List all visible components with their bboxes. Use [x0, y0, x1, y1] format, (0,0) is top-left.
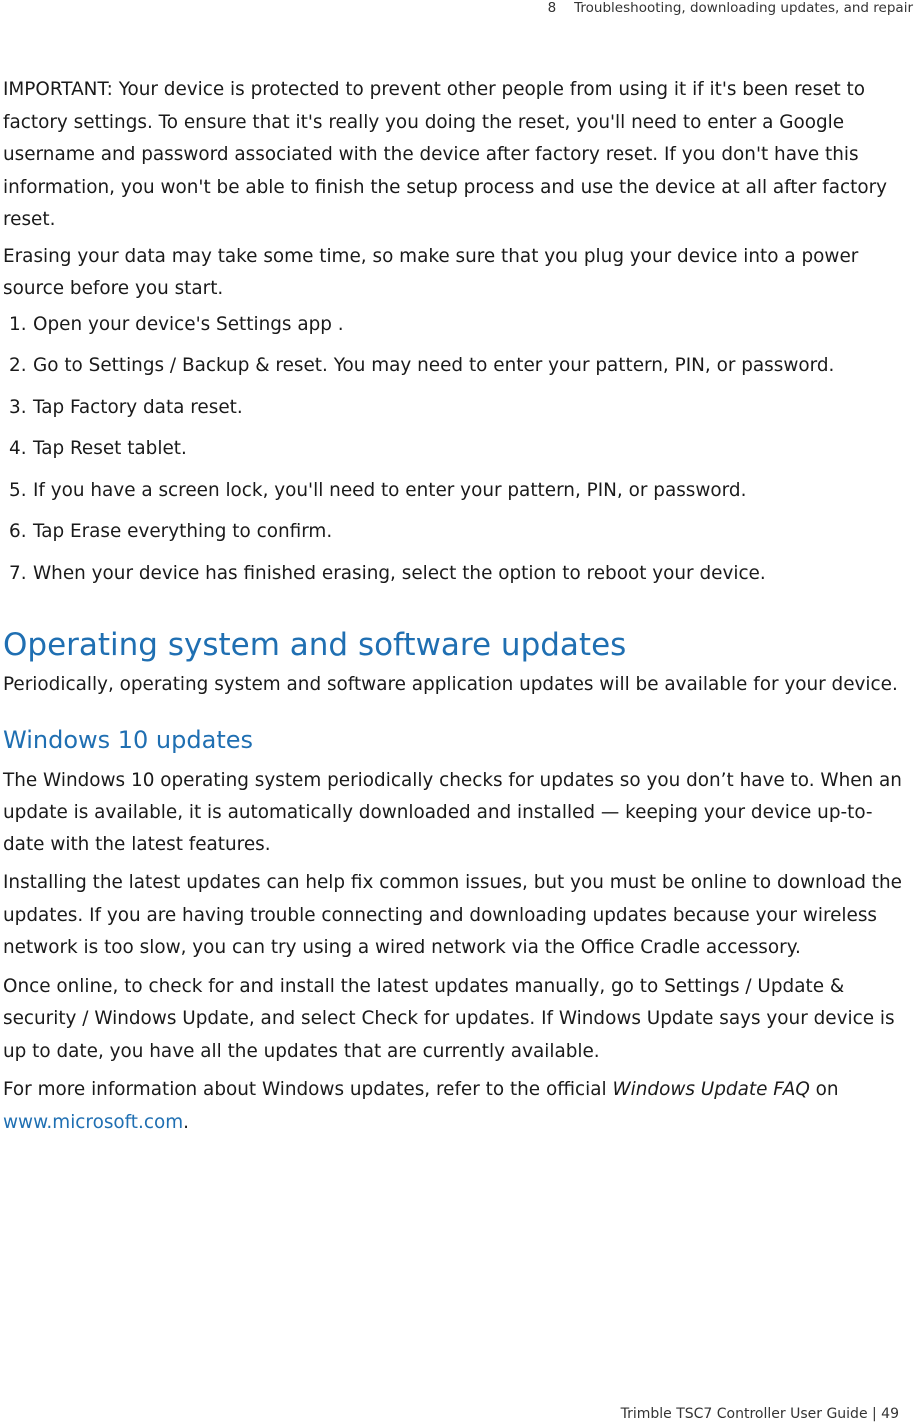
step-number: 1.	[9, 313, 27, 335]
step-number: 6.	[9, 521, 27, 542]
section-heading: Operating system and software updates	[3, 626, 627, 663]
erase-note: Erasing your data may take some time, so make sure that you plug your device into a power source before you start.	[3, 245, 859, 299]
chapter-title: Troubleshooting, downloading updates, and repair	[574, 0, 913, 16]
step-text: Tap Factory data reset.	[33, 396, 243, 418]
chapter-number: 8	[547, 0, 557, 16]
step-text: Open your device's Settings app .	[33, 313, 344, 335]
list-item	[3, 476, 903, 506]
list-item	[3, 351, 903, 381]
step-text: When your device has finished erasing, select the option to reboot your device.	[33, 562, 766, 584]
windows10-paragraph: The Windows 10 operating system periodically checks for updates so you don’t have to. When an update is available, it is automatically downloaded and installed — keeping your device up-to-date with the latest features.	[3, 770, 902, 855]
list-item	[3, 517, 903, 547]
step-number: 2.	[9, 355, 27, 376]
once-online-paragraph: Once online, to check for and install the latest updates manually, go to Settings / Update & security / Windows Update, and select Check for updates. If Windows Update says your device is up to date, you have all the updates that are currently available.	[3, 975, 895, 1062]
more-info-prefix: For more information about Windows updates, refer to the official	[3, 1079, 613, 1100]
more-info-on: on	[809, 1079, 839, 1100]
more-info-suffix: .	[183, 1111, 190, 1133]
step-text: Go to Settings / Backup & reset. You may need to enter your pattern, PIN, or password.	[33, 355, 835, 376]
step-text: If you have a screen lock, you'll need to enter your pattern, PIN, or password.	[33, 479, 747, 501]
reset-steps-list	[3, 310, 903, 589]
step-number: 5.	[9, 479, 27, 501]
subsection-heading: Windows 10 updates	[3, 726, 253, 754]
list-item	[3, 393, 903, 423]
list-item	[3, 310, 903, 340]
step-number: 7.	[9, 562, 27, 584]
page-header	[548, 0, 913, 16]
step-text: Tap Erase everything to confirm.	[33, 521, 333, 542]
step-number: 3.	[9, 396, 27, 418]
microsoft-link[interactable]: www.microsoft.com	[3, 1111, 184, 1133]
page-content	[3, 74, 903, 1139]
list-item	[3, 434, 903, 464]
list-item	[3, 559, 903, 589]
faq-title: Windows Update FAQ	[612, 1079, 810, 1100]
important-note: IMPORTANT: Your device is protected to prevent other people from using it if it's been reset to factory settings. To ensure that it's really you doing the reset, you'll need to enter a Google username and password associated with the device after factory reset. If you don't have this information, you won't be able to finish the setup process and use the device at all after factory reset.	[3, 79, 888, 230]
step-number: 4.	[9, 438, 27, 459]
more-info-paragraph	[3, 1074, 903, 1139]
page-footer: Trimble TSC7 Controller User Guide | 49	[620, 1406, 899, 1422]
step-text: Tap Reset tablet.	[33, 438, 187, 459]
periodic-updates-paragraph: Periodically, operating system and software application updates will be available for your device.	[3, 673, 898, 695]
installing-paragraph: Installing the latest updates can help fix common issues, but you must be online to download the updates. If you are having trouble connecting and downloading updates because your wireless network is too slow, you can try using a wired network via the Office Cradle accessory.	[3, 872, 902, 958]
